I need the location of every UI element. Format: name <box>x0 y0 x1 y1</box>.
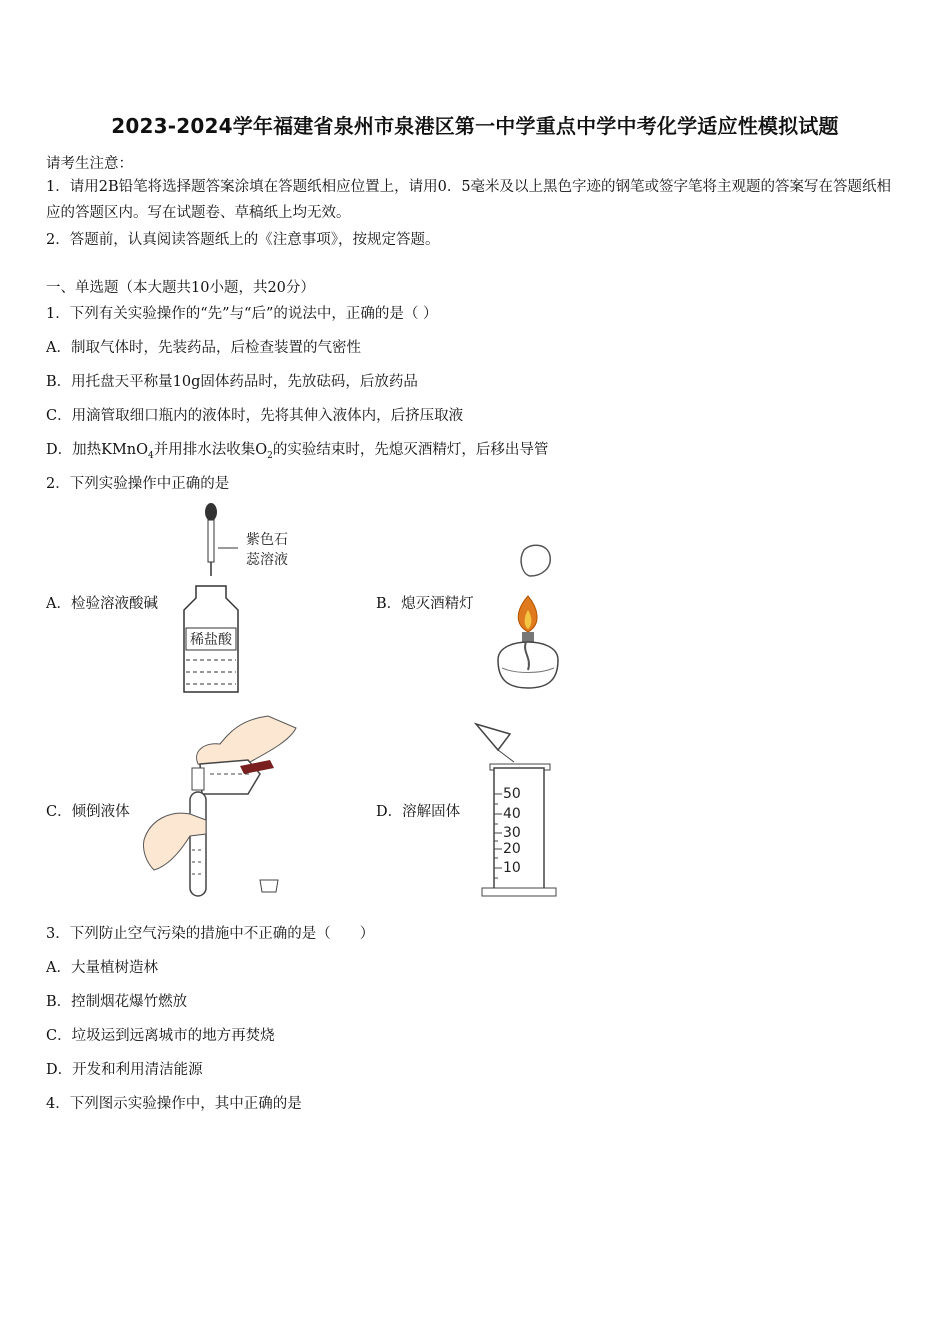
q1-d-part1: D．加热KMnO <box>46 442 149 458</box>
q1-d-part2: 并用排水法收集O <box>153 442 268 458</box>
q2-option-a-label <box>46 592 158 613</box>
scale-label-10: 10 <box>503 860 521 876</box>
q1-option-b: B．用托盘天平称量10g固体药品时，先放砝码，后放药品 <box>46 374 418 390</box>
q2-d-letter: D． <box>376 804 403 820</box>
bottle-stopper <box>260 880 278 892</box>
scale-label-20: 20 <box>503 841 521 857</box>
q4-stem: 4．下列图示实验操作中，其中正确的是 <box>46 1096 302 1112</box>
notice-heading: 请考生注意： <box>46 156 133 172</box>
test-tube <box>190 792 206 896</box>
notice-item-1: 1．请用2B铅笔将选择题答案涂填在答题纸相应位置上，请用0．5毫米及以上黑色字迹的钢笔或签字笔将主观题的答案写在答题纸相应的答题区内。写在试题卷、草稿纸上均无效。 <box>46 179 892 221</box>
q2-stem: 2．下列实验操作中正确的是 <box>46 476 230 492</box>
figure-b-alcohol-lamp <box>486 540 566 695</box>
lamp-cap <box>521 545 550 576</box>
dropper-tube <box>208 520 214 562</box>
q3-option-c: C．垃圾运到远离城市的地方再焚烧 <box>46 1028 275 1044</box>
q2-c-letter: C． <box>46 804 72 820</box>
scale-label-40: 40 <box>503 806 521 822</box>
q1-option-d <box>46 438 548 461</box>
scale-label-50: 50 <box>503 786 521 802</box>
paper-funnel <box>476 724 510 750</box>
lamp-wick-holder <box>522 632 534 642</box>
q2-option-b-label <box>376 592 474 613</box>
section-heading: 一、单选题（本大题共10小题，共20分） <box>46 280 315 296</box>
q1-d-sub1: 4 <box>148 450 154 461</box>
page-title: 2023-2024学年福建省泉州市泉港区第一中学重点中学中考化学适应性模拟试题 <box>111 114 839 138</box>
cylinder-base <box>482 888 556 896</box>
figure-c-pouring <box>140 710 300 900</box>
q1-d-sub2: 2 <box>267 450 273 461</box>
dropper-bulb <box>205 503 217 521</box>
q2-option-d-label <box>376 800 460 821</box>
q3-option-b: B．控制烟花爆竹燃放 <box>46 994 188 1010</box>
q2-b-letter: B． <box>376 596 402 612</box>
q3-stem: 3．下列防止空气污染的措施中不正确的是（ ） <box>46 926 375 942</box>
q1-stem: 1．下列有关实验操作的“先”与“后”的说法中，正确的是（ ） <box>46 306 438 322</box>
bottle-mouth <box>192 768 204 790</box>
q2-a-letter: A． <box>46 596 71 612</box>
q1-option-a: A．制取气体时，先装药品，后检查装置的气密性 <box>46 340 361 356</box>
q1-option-c: C．用滴管取细口瓶内的液体时，先将其伸入液体内，后挤压取液 <box>46 408 464 424</box>
funnel-tip <box>498 750 514 762</box>
figure-d-cylinder <box>470 720 560 900</box>
q3-option-a: A．大量植树造林 <box>46 960 158 976</box>
q1-d-part3: 的实验结束时，先熄灭酒精灯，后移出导管 <box>272 442 549 458</box>
q2-b-text: 熄灭酒精灯 <box>401 596 474 612</box>
q2-a-text: 检验溶液酸碱 <box>70 596 158 612</box>
figure-a-dropper-bottle <box>176 500 306 695</box>
q2-c-text: 倾倒液体 <box>71 804 130 820</box>
q2-option-c-label <box>46 800 130 821</box>
q3-option-d: D．开发和利用清洁能源 <box>46 1062 203 1078</box>
scale-label-30: 30 <box>503 825 521 841</box>
bottle-label-text: 稀盐酸 <box>190 632 232 648</box>
dropper-label-line2: 蕊溶液 <box>246 552 288 568</box>
q2-d-text: 溶解固体 <box>402 804 461 820</box>
dropper-label-line1: 紫色石 <box>246 532 288 548</box>
notice-item-2: 2．答题前，认真阅读答题纸上的《注意事项》，按规定答题。 <box>46 232 440 248</box>
